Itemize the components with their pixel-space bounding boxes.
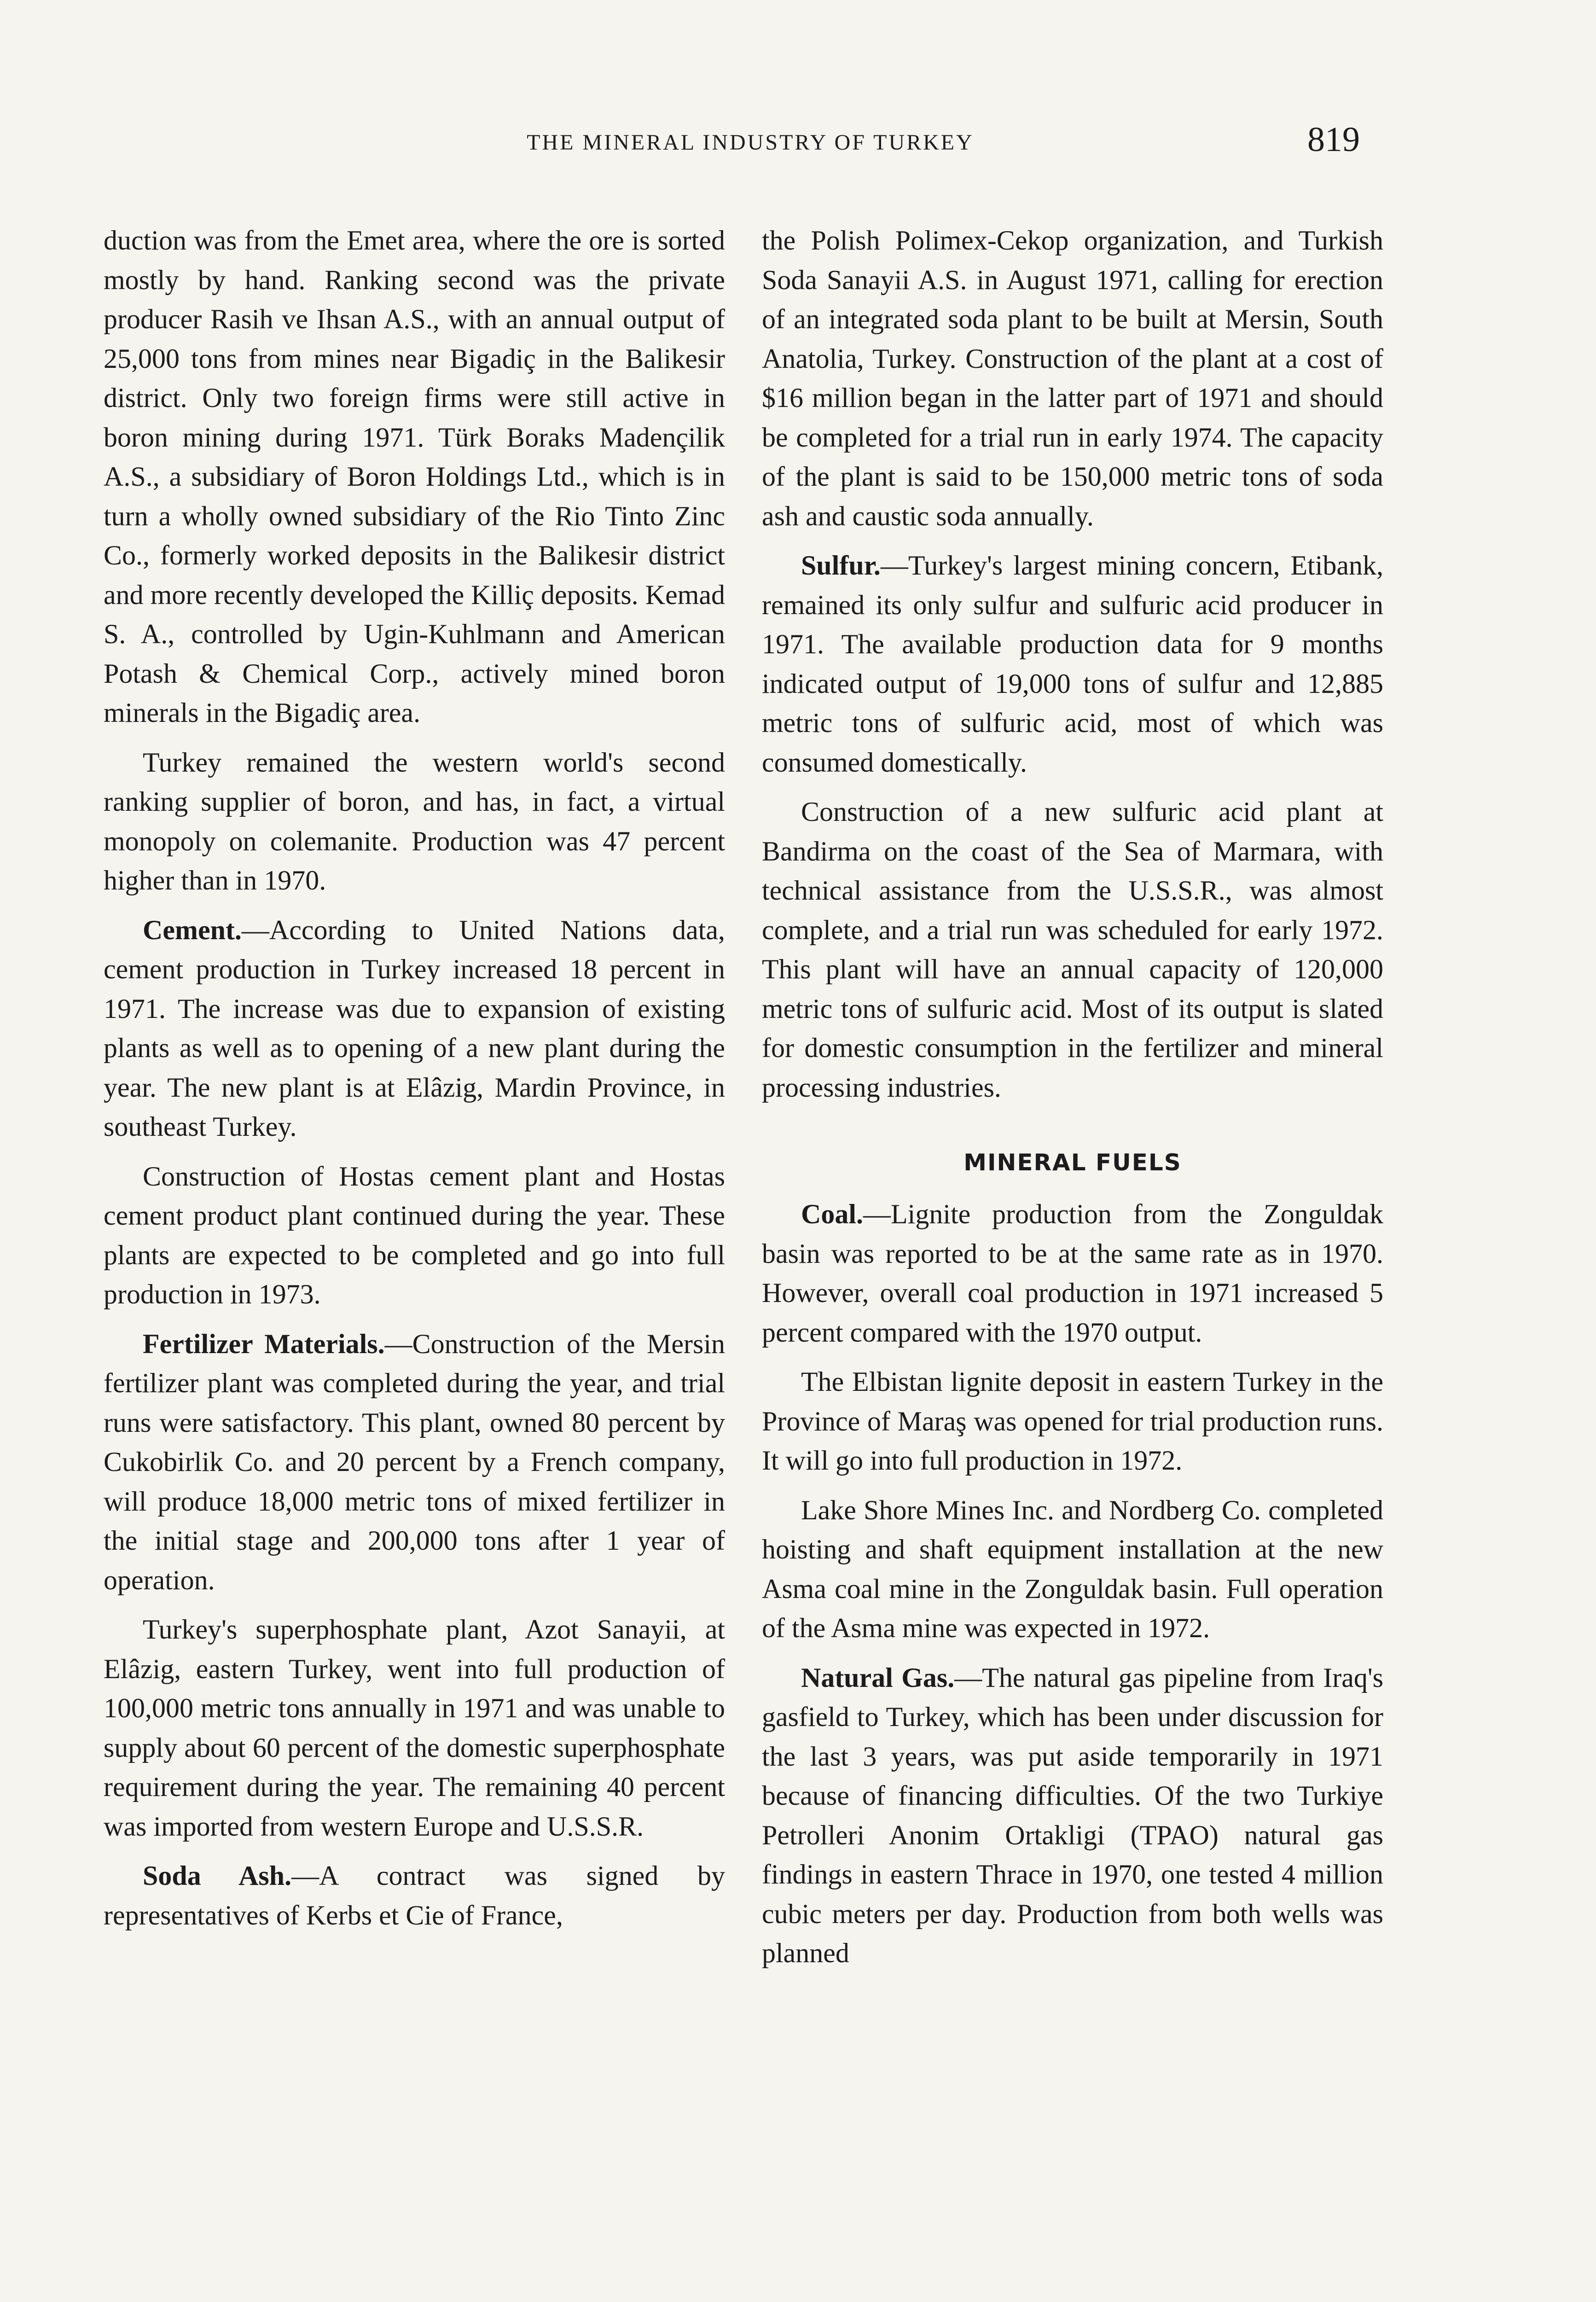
paragraph: Lake Shore Mines Inc. and Nordberg Co. completed hoisting and shaft equipment installation at the new Asma coal mine in the Zonguldak basin. Full operation of the Asma mine was expected in 1972. [762, 1494, 1383, 1643]
paragraph: Construction of a new sulfuric acid plant at Bandirma on the coast of the Sea of Marmara, with technical assistance from the U.S.S.R., was almost complete, and a trial run was scheduled for early 1972. This plant will have an annual capacity of 120,000 metric tons of sulfuric acid. Most of its output is slated for domestic consumption in the fertilizer and mineral processing industries. [762, 796, 1383, 1103]
page-number: 819 [1307, 120, 1360, 159]
paragraph [762, 546, 1383, 782]
paragraph: The Elbistan lignite deposit in eastern Turkey in the Province of Maraş was opened for trial production runs. It will go into full production in 1972. [762, 1366, 1383, 1476]
paragraph [762, 1658, 1383, 1973]
right-column [762, 221, 1383, 1973]
paragraph [104, 1325, 725, 1600]
paragraph: Construction of Hostas cement plant and Hostas cement product plant continued during the year. These plants are expected to be completed and go into full production in 1973. [104, 1161, 725, 1309]
paragraph-body: —Turkey's largest mining concern, Etibank, remained its only sulfur and sulfuric acid producer in 1971. The available production data for 9 months indicated output of 19,000 tons of sulfur and 12,885 metric tons of sulfuric acid, most of which was consumed domestically. [762, 550, 1383, 778]
paragraph-heading: Natural Gas. [801, 1662, 955, 1693]
paragraph-body: —The natural gas pipeline from Iraq's gasfield to Turkey, which has been under discussion for the last 3 years, was put aside temporarily in 1971 because of financing difficulties. Of the two Turkiye Petrolleri Anonim Ortakligi (TPAO) natural gas findings in eastern Thrace in 1970, one tested 4 million cubic meters per day. Production from both wells was planned [762, 1662, 1383, 1968]
paragraph-heading: Coal. [801, 1199, 863, 1229]
paragraph-heading: Fertilizer Materials. [143, 1328, 385, 1359]
paragraph-body: —Construction of the Mersin fertilizer plant was completed during the year, and trial runs were satisfactory. This plant, owned 80 percent by Cukobirlik Co. and 20 percent by a French company, will produce 18,000 metric tons of mixed fertilizer in the initial stage and 200,000 tons after 1 year of operation. [104, 1328, 725, 1595]
paragraph-heading: Sulfur. [801, 550, 881, 581]
paragraph-body: —According to United Nations data, cement production in Turkey increased 18 percent in 1971. The increase was due to expansion of existing plants as well as to opening of a new plant during the year. The new plant is at Elâzig, Mardin Province, in southeast Turkey. [104, 914, 725, 1142]
running-title: THE MINERAL INDUSTRY OF TURKEY [527, 130, 974, 155]
section-heading: MINERAL FUELS [963, 1149, 1182, 1176]
paragraph: Turkey's superphosphate plant, Azot Sanayii, at Elâzig, eastern Turkey, went into full production of 100,000 metric tons annually in 1971 and was unable to supply about 60 percent of the domestic superphosphate requirement during the year. The remaining 40 percent was imported from western Europe and U.S.S.R. [104, 1614, 725, 1842]
left-column [104, 221, 725, 1935]
paragraph: duction was from the Emet area, where the ore is sorted mostly by hand. Ranking second was the private producer Rasih ve Ihsan A.S., with an annual output of 25,000 tons from mines near Bigadiç in the Balikesir district. Only two foreign firms were still active in boron mining during 1971. Türk Boraks Madençilik A.S., a subsidiary of Boron Holdings Ltd., which is in turn a wholly owned subsidiary of the Rio Tinto Zinc Co., formerly worked deposits in the Balikesir district and more recently developed the Killiç deposits. Kemad S. A., controlled by Ugin-Kuhlmann and American Potash & Chemical Corp., actively mined boron minerals in the Bigadiç area. [104, 225, 725, 728]
paragraph: the Polish Polimex-Cekop organization, and Turkish Soda Sanayii A.S. in August 1971, calling for erection of an integrated soda plant to be built at Mersin, South Anatolia, Turkey. Construction of the plant at a cost of $16 million began in the latter part of 1971 and should be completed for a trial run in early 1974. The capacity of the plant is said to be 150,000 metric tons of soda ash and caustic soda annually. [762, 225, 1383, 531]
paragraph [762, 1195, 1383, 1352]
paragraph: Turkey remained the western world's second ranking supplier of boron, and has, in fact, a virtual monopoly on colemanite. Production was 47 percent higher than in 1970. [104, 747, 725, 895]
paragraph-body: —Lignite production from the Zonguldak basin was reported to be at the same rate as in 1970. However, overall coal production in 1971 increased 5 percent compared with the 1970 output. [762, 1199, 1383, 1348]
paragraph-heading: Soda Ash. [143, 1860, 292, 1891]
paragraph [104, 911, 725, 1147]
paragraph [104, 1856, 725, 1935]
paragraph-heading: Cement. [143, 914, 242, 945]
paragraph-body: —A contract was signed by representatives of Kerbs et Cie of France, [104, 1860, 725, 1930]
